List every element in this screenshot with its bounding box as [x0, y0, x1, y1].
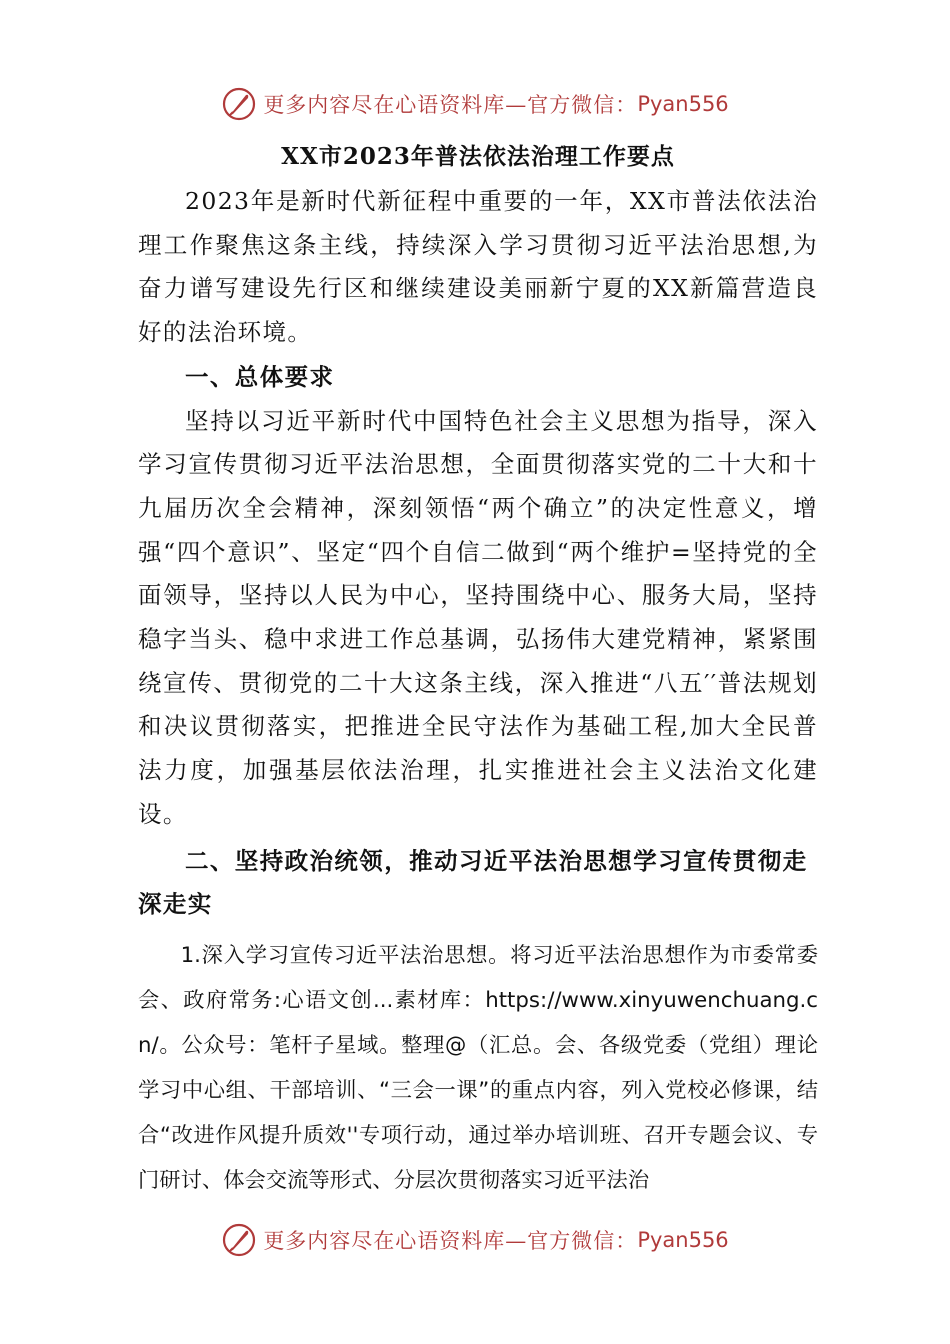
section-1-heading: 一、总体要求: [185, 362, 335, 391]
quill-logo-icon: [221, 1222, 257, 1258]
watermark-text: 更多内容尽在心语资料库—官方微信：: [263, 93, 638, 117]
section-2-heading: 二、坚持政治统领，推动习近平法治思想学习宣传贯彻走深走实: [138, 846, 808, 919]
watermark-header: [0, 84, 950, 124]
section-2-item-1: 1.深入学习宣传习近平法治思想。将习近平法治思想作为市委常委会、政府常务:心语文创...素材库：https://www.xinyuwenchuang.cn/。公众号：笔杆子星域。整理@（汇总。会、各级党委（党组）理论学习中心组、干部培训、“三会一课”的重点内容，列入党校必修课，结合“改进作风提升质效''专项行动，通过举办培训班、召开专题会议、专门研讨、体会交流等形式、分层次贯彻落实习近平法治: [138, 942, 818, 1193]
watermark-footer: [0, 1220, 950, 1260]
intro-paragraph: 2023年是新时代新征程中重要的一年，XX市普法依法治理工作聚焦这条主线，持续深入学习贯彻习近平法治思想,为奋力谱写建设先行区和继续建设美丽新宁夏的XX新篇营造良好的法治环境。: [138, 187, 818, 347]
watermark-wechat-id: Pyan556: [637, 1228, 729, 1252]
quill-logo-icon: [221, 86, 257, 122]
document-body: [138, 136, 818, 1203]
section-1-body: 坚持以习近平新时代中国特色社会主义思想为指导，深入学习宣传贯彻习近平法治思想，全面贯彻落实党的二十大和十九届历次全会精神，深刻领悟“两个确立”的决定性意义，增强“四个意识”、坚定“四个自信二做到“两个维护=坚持党的全面领导，坚持以人民为中心，坚持围绕中心、服务大局，坚持稳字当头、稳中求进工作总基调，弘扬伟大建党精神，紧紧围绕宣传、贯彻党的二十大这条主线，深入推进“八五′′普法规划和决议贯彻落实，把推进全民守法作为基础工程,加大全民普法力度，加强基层依法治理，扎实推进社会主义法治文化建设。: [138, 406, 818, 828]
document-title: XX市2023年普法依法治理工作要点: [281, 143, 675, 170]
watermark-text: 更多内容尽在心语资料库—官方微信：: [263, 1229, 638, 1253]
watermark-wechat-id: Pyan556: [637, 92, 729, 116]
